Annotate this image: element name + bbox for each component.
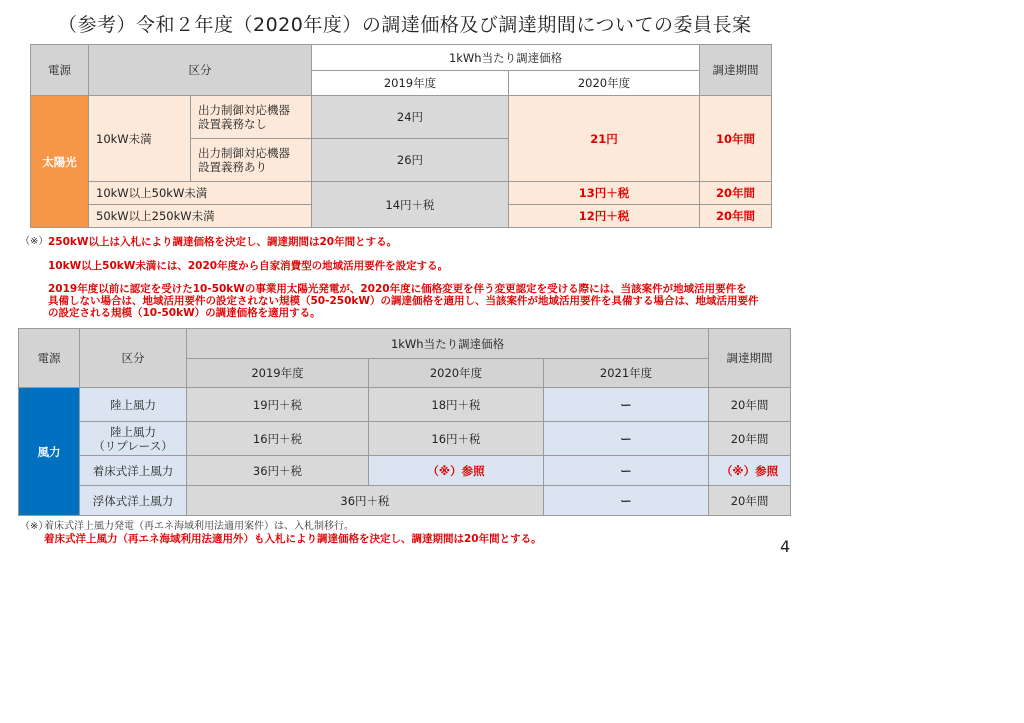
period-cell: 20年間 [709, 486, 791, 516]
note-prefix: （※） [20, 236, 49, 247]
header-price: 1kWh当たり調達価格 [312, 45, 700, 71]
price-2020-cell: 12円＋税 [509, 205, 700, 228]
price-2019-cell: 19円＋税 [187, 388, 369, 422]
header-source: 電源 [31, 45, 89, 96]
category-cell: 陸上風力 [80, 388, 187, 422]
period-cell: （※）参照 [709, 456, 791, 486]
category-cell: 浮体式洋上風力 [80, 486, 187, 516]
note-text: 10kW以上50kW未満には、2020年度から自家消費型の地域活用要件を設定する。 [48, 260, 449, 272]
header-category: 区分 [80, 329, 187, 388]
header-2020: 2020年度 [509, 71, 700, 96]
price-2020-cell: 13円＋税 [509, 182, 700, 205]
price-2020-cell: （※）参照 [369, 456, 544, 486]
price-2019-2020-cell: 36円＋税 [187, 486, 544, 516]
period-cell: 20年間 [709, 388, 791, 422]
category-50-250kw: 50kW以上250kW未満 [89, 205, 312, 228]
solar-price-table [30, 44, 772, 228]
header-period: 調達期間 [709, 329, 791, 388]
page-number: 4 [780, 537, 791, 556]
note-text: 具備しない場合は、地域活用要件の設定されない規模（50-250kW）の調達価格を適用し、当該案件が地域活用要件を具備する場合は、地域活用要件 [48, 295, 759, 307]
category-cell: 着床式洋上風力 [80, 456, 187, 486]
source-solar: 太陽光 [31, 96, 89, 228]
price-2020-cell: 16円＋税 [369, 422, 544, 456]
page-title: （参考）令和２年度（2020年度）の調達価格及び調達期間についての委員長案 [58, 14, 752, 36]
subcategory-no-control: 出力制御対応機器 設置義務なし [191, 96, 312, 139]
category-10-50kw: 10kW以上50kW未満 [89, 182, 312, 205]
note-text: 着床式洋上風力（再エネ海域利用法適用外）も入札により調達価格を決定し、調達期間は20年間とする。 [44, 533, 542, 545]
header-2020: 2020年度 [369, 359, 544, 388]
price-2021-cell: ー [544, 388, 709, 422]
price-2020-cell: 21円 [509, 96, 700, 182]
price-2019-cell: 36円＋税 [187, 456, 369, 486]
note-prefix: （※） [20, 521, 49, 532]
header-2019: 2019年度 [312, 71, 509, 96]
header-price: 1kWh当たり調達価格 [187, 329, 709, 359]
note-text: 着床式洋上風力発電（再エネ海域利用法適用案件）は、入札制移行。 [44, 521, 354, 532]
period-cell: 20年間 [709, 422, 791, 456]
note-text: 250kW以上は入札により調達価格を決定し、調達期間は20年間とする。 [48, 236, 398, 248]
period-cell: 10年間 [700, 96, 772, 182]
price-2021-cell: ー [544, 422, 709, 456]
wind-price-table [18, 328, 791, 516]
header-2019: 2019年度 [187, 359, 369, 388]
note-text: の設定される規模（10-50kW）の調達価格を適用する。 [48, 307, 321, 319]
price-2021-cell: ー [544, 456, 709, 486]
category-under-10kw: 10kW未満 [89, 96, 191, 182]
period-cell: 20年間 [700, 182, 772, 205]
header-category: 区分 [89, 45, 312, 96]
price-2020-cell: 18円＋税 [369, 388, 544, 422]
header-period: 調達期間 [700, 45, 772, 96]
subcategory-with-control: 出力制御対応機器 設置義務あり [191, 139, 312, 182]
source-wind: 風力 [19, 388, 80, 516]
price-2019-cell: 26円 [312, 139, 509, 182]
price-2019-cell: 14円＋税 [312, 182, 509, 228]
price-2021-cell: ー [544, 486, 709, 516]
period-cell: 20年間 [700, 205, 772, 228]
price-2019-cell: 16円＋税 [187, 422, 369, 456]
header-2021: 2021年度 [544, 359, 709, 388]
header-source: 電源 [19, 329, 80, 388]
note-text: 2019年度以前に認定を受けた10-50kWの事業用太陽光発電が、2020年度に価格変更を伴う変更認定を受ける際には、当該案件が地域活用要件を [48, 283, 747, 295]
price-2019-cell: 24円 [312, 96, 509, 139]
category-cell: 陸上風力 （リプレース） [80, 422, 187, 456]
